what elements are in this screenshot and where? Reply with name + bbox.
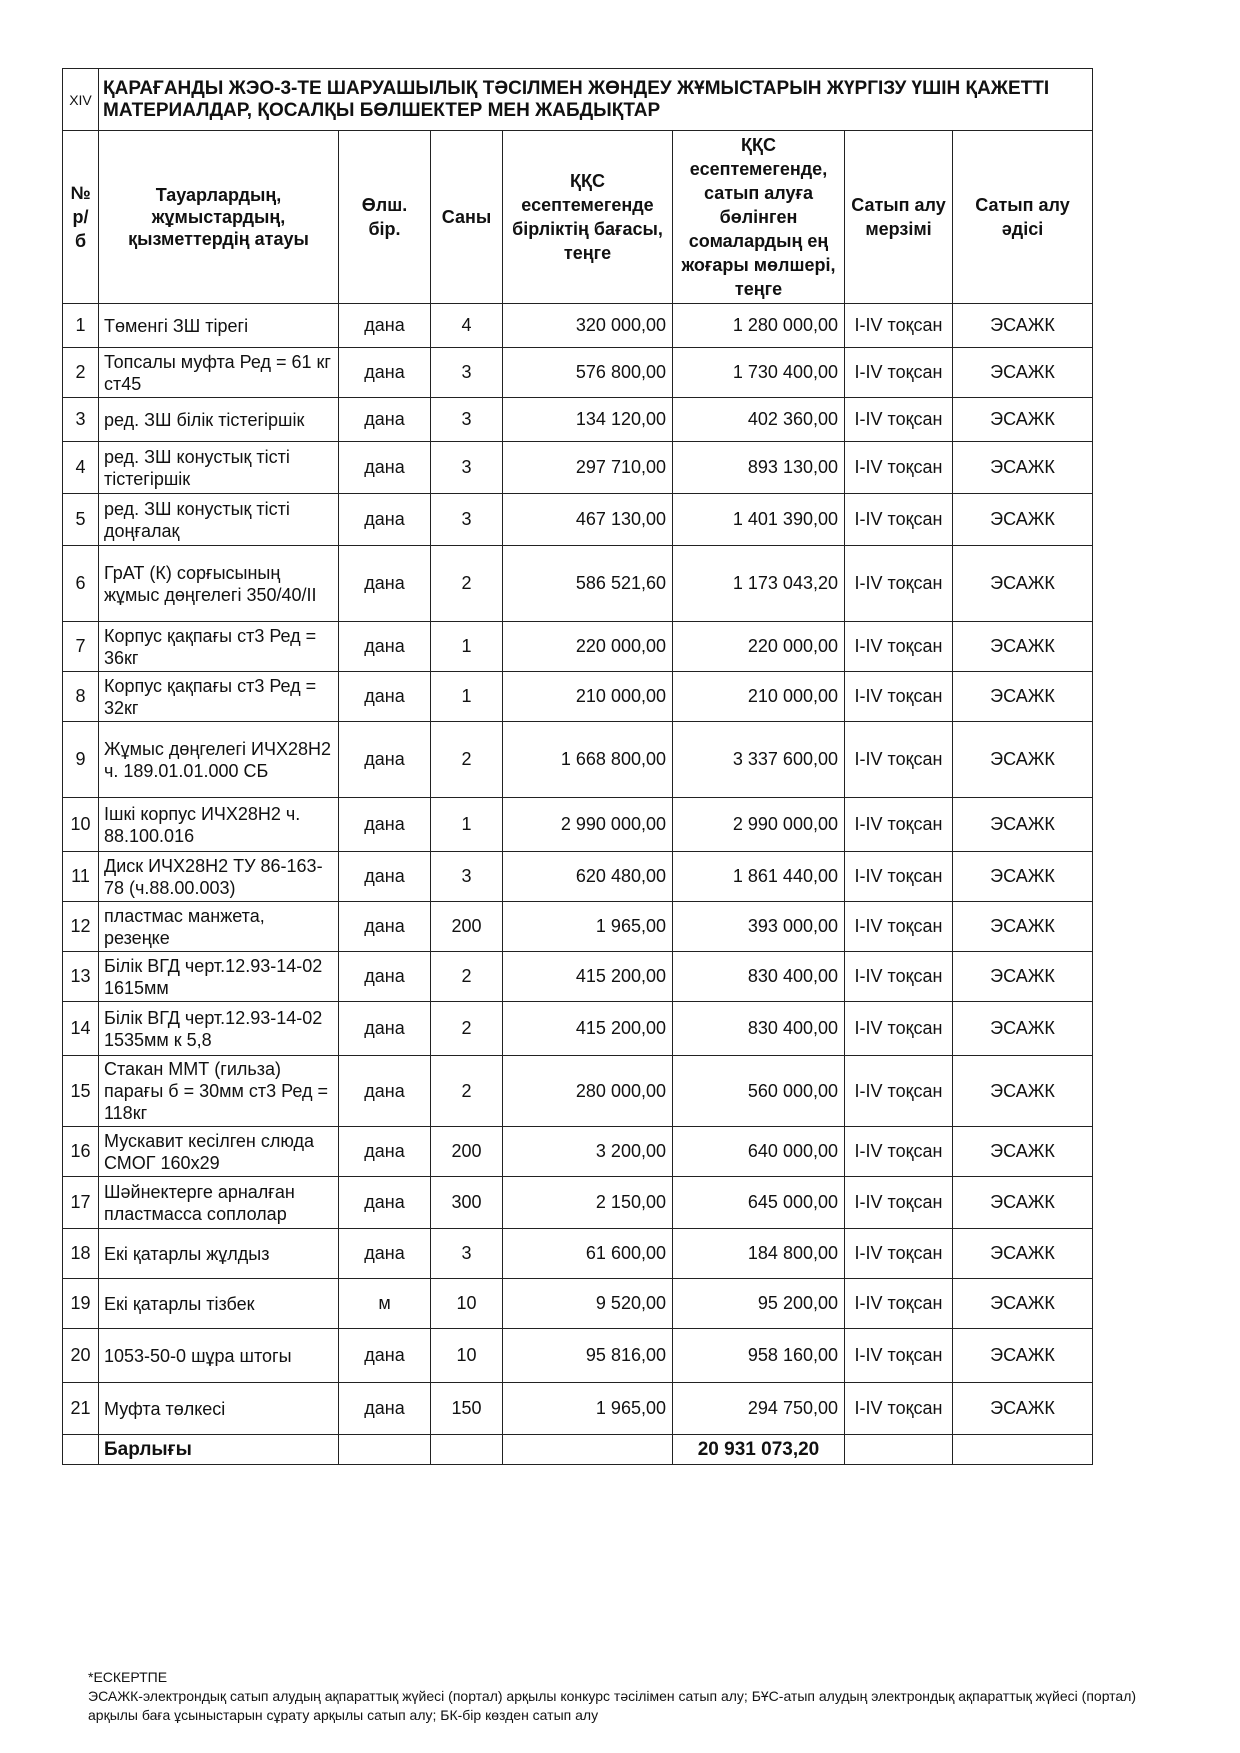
unit: дана <box>339 398 431 442</box>
table-row <box>63 348 1093 398</box>
row-number: 13 <box>63 952 99 1002</box>
purchase-term: I-IV тоқсан <box>845 852 953 902</box>
max-sum: 3 337 600,00 <box>673 722 845 798</box>
max-sum: 220 000,00 <box>673 622 845 672</box>
unit-price: 61 600,00 <box>503 1229 673 1279</box>
item-name: пластмас манжета, резеңке <box>99 902 339 952</box>
item-name: Шәйнектерге арналған пластмасса соплолар <box>99 1177 339 1229</box>
purchase-term: I-IV тоқсан <box>845 442 953 494</box>
purchase-method: ЭСАЖК <box>953 902 1093 952</box>
purchase-term: I-IV тоқсан <box>845 1329 953 1383</box>
quantity: 1 <box>431 672 503 722</box>
unit-price: 1 965,00 <box>503 1383 673 1435</box>
table-row <box>63 798 1093 852</box>
unit: дана <box>339 1329 431 1383</box>
total-row <box>63 1435 1093 1465</box>
purchase-method: ЭСАЖК <box>953 672 1093 722</box>
unit: дана <box>339 622 431 672</box>
table-row <box>63 1229 1093 1279</box>
row-number: 16 <box>63 1127 99 1177</box>
quantity: 2 <box>431 952 503 1002</box>
footnote-text: ЭСАЖК-электрондық сатып алудың ақпараттық жүйесі (портал) арқылы конкурс тәсілімен сатып алу; БҰС-атып алудың электрондық ақпараттық жүйесі (портал) арқылы баға ұсыныстарын сұрату арқылы сатып алу; БК-бір көзден сатып алу <box>88 1688 1137 1723</box>
item-name: ред. ЗШ білік тістегіршік <box>99 398 339 442</box>
max-sum: 184 800,00 <box>673 1229 845 1279</box>
purchase-method: ЭСАЖК <box>953 442 1093 494</box>
purchase-term: I-IV тоқсан <box>845 1383 953 1435</box>
purchase-term: I-IV тоқсан <box>845 1177 953 1229</box>
purchase-method: ЭСАЖК <box>953 1056 1093 1127</box>
footnote <box>88 1668 1148 1725</box>
item-name: Екі қатарлы жұлдыз <box>99 1229 339 1279</box>
purchase-term: I-IV тоқсан <box>845 722 953 798</box>
row-number: 12 <box>63 902 99 952</box>
item-name: 1053-50-0 шұра штогы <box>99 1329 339 1383</box>
unit: дана <box>339 348 431 398</box>
table-row <box>63 902 1093 952</box>
item-name: Жұмыс дөңгелегі ИЧХ28Н2 ч. 189.01.01.000 СБ <box>99 722 339 798</box>
purchase-method: ЭСАЖК <box>953 398 1093 442</box>
max-sum: 830 400,00 <box>673 1002 845 1056</box>
max-sum: 645 000,00 <box>673 1177 845 1229</box>
col-header-method: Сатып алу әдісі <box>953 131 1093 304</box>
quantity: 2 <box>431 546 503 622</box>
unit-price: 467 130,00 <box>503 494 673 546</box>
max-sum: 958 160,00 <box>673 1329 845 1383</box>
row-number: 3 <box>63 398 99 442</box>
max-sum: 2 990 000,00 <box>673 798 845 852</box>
unit-price: 576 800,00 <box>503 348 673 398</box>
purchase-term: I-IV тоқсан <box>845 798 953 852</box>
table-row <box>63 1329 1093 1383</box>
quantity: 3 <box>431 348 503 398</box>
unit-price: 620 480,00 <box>503 852 673 902</box>
col-header-name: Тауарлардың, жұмыстардың, қызметтердің атауы <box>99 131 339 304</box>
item-name: Стакан ММТ (гильза) парағы б = 30мм ст3 Ред = 118кг <box>99 1056 339 1127</box>
column-header-row <box>63 131 1093 304</box>
unit: дана <box>339 722 431 798</box>
max-sum: 402 360,00 <box>673 398 845 442</box>
max-sum: 294 750,00 <box>673 1383 845 1435</box>
unit-price: 2 990 000,00 <box>503 798 673 852</box>
table-row <box>63 1383 1093 1435</box>
row-number: 14 <box>63 1002 99 1056</box>
unit-price: 1 965,00 <box>503 902 673 952</box>
quantity: 3 <box>431 1229 503 1279</box>
table-row <box>63 442 1093 494</box>
purchase-method: ЭСАЖК <box>953 304 1093 348</box>
purchase-method: ЭСАЖК <box>953 1279 1093 1329</box>
purchase-term: I-IV тоқсан <box>845 304 953 348</box>
unit-price: 9 520,00 <box>503 1279 673 1329</box>
purchase-method: ЭСАЖК <box>953 1002 1093 1056</box>
purchase-term: I-IV тоқсан <box>845 398 953 442</box>
quantity: 3 <box>431 442 503 494</box>
unit: дана <box>339 1127 431 1177</box>
item-name: Екі қатарлы тізбек <box>99 1279 339 1329</box>
quantity: 200 <box>431 902 503 952</box>
max-sum: 1 730 400,00 <box>673 348 845 398</box>
item-name: ГрАТ (К) сорғысының жұмыс дөңгелегі 350/40/II <box>99 546 339 622</box>
max-sum: 893 130,00 <box>673 442 845 494</box>
col-header-qty: Саны <box>431 131 503 304</box>
max-sum: 1 861 440,00 <box>673 852 845 902</box>
col-header-no: № р/б <box>63 131 99 304</box>
quantity: 200 <box>431 1127 503 1177</box>
unit: дана <box>339 902 431 952</box>
row-number: 9 <box>63 722 99 798</box>
purchase-method: ЭСАЖК <box>953 546 1093 622</box>
row-number: 11 <box>63 852 99 902</box>
section-number: XIV <box>63 69 99 131</box>
table-row <box>63 952 1093 1002</box>
unit: дана <box>339 1229 431 1279</box>
table-row <box>63 1279 1093 1329</box>
footnote-heading: *ЕСКЕРТПЕ <box>88 1669 168 1685</box>
unit: дана <box>339 1056 431 1127</box>
unit: дана <box>339 494 431 546</box>
unit-price: 1 668 800,00 <box>503 722 673 798</box>
table-row <box>63 1056 1093 1127</box>
row-number: 5 <box>63 494 99 546</box>
purchase-method: ЭСАЖК <box>953 952 1093 1002</box>
row-number: 2 <box>63 348 99 398</box>
max-sum: 1 173 043,20 <box>673 546 845 622</box>
row-number: 19 <box>63 1279 99 1329</box>
total-label: Барлығы <box>99 1435 339 1465</box>
purchase-method: ЭСАЖК <box>953 1127 1093 1177</box>
table-row <box>63 304 1093 348</box>
max-sum: 830 400,00 <box>673 952 845 1002</box>
purchase-method: ЭСАЖК <box>953 1383 1093 1435</box>
unit-price: 2 150,00 <box>503 1177 673 1229</box>
unit: дана <box>339 798 431 852</box>
unit: м <box>339 1279 431 1329</box>
quantity: 150 <box>431 1383 503 1435</box>
unit-price: 415 200,00 <box>503 952 673 1002</box>
quantity: 2 <box>431 1056 503 1127</box>
max-sum: 95 200,00 <box>673 1279 845 1329</box>
unit-price: 220 000,00 <box>503 622 673 672</box>
purchase-method: ЭСАЖК <box>953 1329 1093 1383</box>
procurement-table <box>62 68 1093 1465</box>
unit-price: 134 120,00 <box>503 398 673 442</box>
purchase-method: ЭСАЖК <box>953 348 1093 398</box>
unit-price: 586 521,60 <box>503 546 673 622</box>
purchase-term: I-IV тоқсан <box>845 348 953 398</box>
purchase-term: I-IV тоқсан <box>845 546 953 622</box>
max-sum: 640 000,00 <box>673 1127 845 1177</box>
unit-price: 280 000,00 <box>503 1056 673 1127</box>
item-name: Төменгі ЗШ тірегі <box>99 304 339 348</box>
row-number: 8 <box>63 672 99 722</box>
item-name: ред. ЗШ конустық тісті доңғалақ <box>99 494 339 546</box>
purchase-term: I-IV тоқсан <box>845 952 953 1002</box>
item-name: Муфта төлкесі <box>99 1383 339 1435</box>
unit: дана <box>339 304 431 348</box>
total-sum: 20 931 073,20 <box>673 1435 845 1465</box>
purchase-term: I-IV тоқсан <box>845 1056 953 1127</box>
purchase-term: I-IV тоқсан <box>845 494 953 546</box>
row-number: 18 <box>63 1229 99 1279</box>
row-number: 10 <box>63 798 99 852</box>
quantity: 2 <box>431 1002 503 1056</box>
table-row <box>63 546 1093 622</box>
quantity: 10 <box>431 1329 503 1383</box>
purchase-method: ЭСАЖК <box>953 798 1093 852</box>
table-row <box>63 398 1093 442</box>
table-body <box>63 304 1093 1435</box>
purchase-method: ЭСАЖК <box>953 622 1093 672</box>
quantity: 4 <box>431 304 503 348</box>
quantity: 3 <box>431 494 503 546</box>
unit: дана <box>339 1383 431 1435</box>
section-header-row <box>63 69 1093 131</box>
quantity: 1 <box>431 798 503 852</box>
purchase-term: I-IV тоқсан <box>845 622 953 672</box>
table-row <box>63 1002 1093 1056</box>
row-number: 4 <box>63 442 99 494</box>
max-sum: 393 000,00 <box>673 902 845 952</box>
item-name: Ішкі корпус ИЧХ28Н2 ч. 88.100.016 <box>99 798 339 852</box>
table-row <box>63 722 1093 798</box>
unit: дана <box>339 672 431 722</box>
item-name: Білік ВГД черт.12.93-14-02 1615мм <box>99 952 339 1002</box>
item-name: Корпус қақпағы ст3 Ред = 36кг <box>99 622 339 672</box>
row-number: 15 <box>63 1056 99 1127</box>
purchase-method: ЭСАЖК <box>953 852 1093 902</box>
col-header-unit: Өлш. бір. <box>339 131 431 304</box>
item-name: ред. ЗШ конустық тісті тістегіршік <box>99 442 339 494</box>
row-number: 6 <box>63 546 99 622</box>
col-header-price: ҚҚС есептемегенде бірліктің бағасы, теңге <box>503 131 673 304</box>
unit-price: 95 816,00 <box>503 1329 673 1383</box>
table-row <box>63 494 1093 546</box>
unit: дана <box>339 442 431 494</box>
table-row <box>63 852 1093 902</box>
purchase-term: I-IV тоқсан <box>845 1279 953 1329</box>
table-row <box>63 1127 1093 1177</box>
purchase-term: I-IV тоқсан <box>845 1002 953 1056</box>
quantity: 300 <box>431 1177 503 1229</box>
quantity: 1 <box>431 622 503 672</box>
table-row <box>63 1177 1093 1229</box>
purchase-method: ЭСАЖК <box>953 494 1093 546</box>
table-row <box>63 672 1093 722</box>
purchase-term: I-IV тоқсан <box>845 672 953 722</box>
max-sum: 1 401 390,00 <box>673 494 845 546</box>
quantity: 3 <box>431 398 503 442</box>
purchase-term: I-IV тоқсан <box>845 1127 953 1177</box>
procurement-sheet <box>62 68 1092 1465</box>
row-number: 20 <box>63 1329 99 1383</box>
purchase-method: ЭСАЖК <box>953 722 1093 798</box>
item-name: Білік ВГД черт.12.93-14-02 1535мм к 5,8 <box>99 1002 339 1056</box>
unit-price: 415 200,00 <box>503 1002 673 1056</box>
unit-price: 297 710,00 <box>503 442 673 494</box>
row-number: 21 <box>63 1383 99 1435</box>
row-number: 17 <box>63 1177 99 1229</box>
unit-price: 320 000,00 <box>503 304 673 348</box>
row-number: 1 <box>63 304 99 348</box>
section-title: ҚАРАҒАНДЫ ЖЭО-3-ТЕ ШАРУАШЫЛЫҚ ТӘСІЛМЕН ЖӨНДЕУ ЖҰМЫСТАРЫН ЖҮРГІЗУ ҮШІН ҚАЖЕТТІ МАТЕРИАЛДАР, ҚОСАЛҚЫ БӨЛШЕКТЕР МЕН ЖАБДЫҚТАР <box>99 69 1093 131</box>
unit: дана <box>339 1177 431 1229</box>
purchase-term: I-IV тоқсан <box>845 1229 953 1279</box>
table-row <box>63 622 1093 672</box>
col-header-sum: ҚҚС есептемегенде, сатып алуға бөлінген сомалардың ең жоғары мөлшері, теңге <box>673 131 845 304</box>
quantity: 2 <box>431 722 503 798</box>
item-name: Корпус қақпағы ст3 Ред = 32кг <box>99 672 339 722</box>
max-sum: 1 280 000,00 <box>673 304 845 348</box>
item-name: Диск ИЧХ28Н2 ТУ 86-163-78 (ч.88.00.003) <box>99 852 339 902</box>
unit: дана <box>339 1002 431 1056</box>
purchase-method: ЭСАЖК <box>953 1177 1093 1229</box>
item-name: Мускавит кесілген слюда СМОГ 160х29 <box>99 1127 339 1177</box>
max-sum: 560 000,00 <box>673 1056 845 1127</box>
col-header-term: Сатып алу мерзімі <box>845 131 953 304</box>
max-sum: 210 000,00 <box>673 672 845 722</box>
unit-price: 210 000,00 <box>503 672 673 722</box>
unit: дана <box>339 852 431 902</box>
item-name: Топсалы муфта Ред = 61 кг ст45 <box>99 348 339 398</box>
row-number: 7 <box>63 622 99 672</box>
unit-price: 3 200,00 <box>503 1127 673 1177</box>
purchase-method: ЭСАЖК <box>953 1229 1093 1279</box>
unit: дана <box>339 546 431 622</box>
unit: дана <box>339 952 431 1002</box>
quantity: 10 <box>431 1279 503 1329</box>
quantity: 3 <box>431 852 503 902</box>
purchase-term: I-IV тоқсан <box>845 902 953 952</box>
